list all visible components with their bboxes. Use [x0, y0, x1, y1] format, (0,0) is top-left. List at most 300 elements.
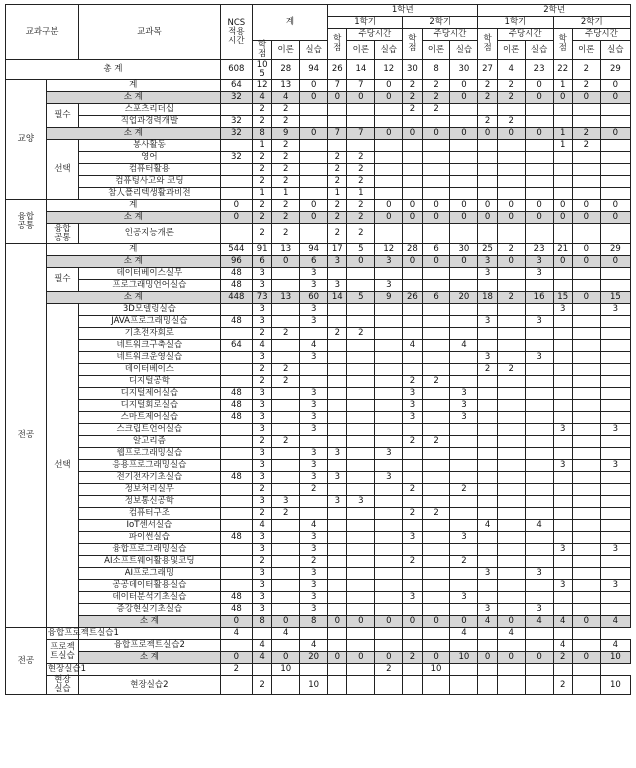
value-cell: 2: [252, 152, 271, 164]
value-cell: 3: [300, 388, 328, 400]
value-cell: [497, 676, 525, 695]
value-cell: [525, 460, 553, 472]
value-cell: [572, 544, 600, 556]
value-cell: 94: [300, 244, 328, 256]
value-cell: 0: [328, 652, 347, 664]
value-cell: 0: [572, 244, 600, 256]
value-cell: 0: [422, 616, 450, 628]
value-cell: 3: [375, 448, 403, 460]
value-cell: [347, 472, 375, 484]
value-cell: 0: [553, 212, 572, 224]
value-cell: 48: [220, 280, 252, 292]
value-cell: [553, 268, 572, 280]
value-cell: 2: [252, 224, 271, 244]
value-cell: [600, 508, 630, 520]
value-cell: [450, 328, 478, 340]
value-cell: [553, 532, 572, 544]
value-cell: 96: [220, 256, 252, 268]
value-cell: [553, 328, 572, 340]
value-cell: 0: [553, 92, 572, 104]
value-cell: [347, 592, 375, 604]
value-cell: 2: [252, 484, 271, 496]
value-cell: 0: [450, 256, 478, 268]
value-cell: 6: [422, 292, 450, 304]
value-cell: [300, 328, 328, 340]
table-row: [6, 532, 631, 544]
value-cell: [572, 116, 600, 128]
subject-name: 융합프로젝트실습1: [47, 628, 119, 638]
table-row: [6, 188, 631, 200]
header-semester: 2학기: [403, 17, 478, 29]
subtotal-label: 소 계: [46, 256, 220, 268]
value-cell: [272, 544, 300, 556]
value-cell: 2: [403, 80, 422, 92]
value-cell: [497, 640, 525, 652]
value-cell: 10: [272, 664, 300, 676]
value-cell: [572, 676, 600, 695]
value-cell: [600, 188, 630, 200]
grand-total-value: 23: [525, 60, 553, 80]
value-cell: 0: [572, 652, 600, 664]
value-cell: 2: [478, 364, 497, 376]
value-cell: [525, 556, 553, 568]
grand-total-value: 8: [422, 60, 450, 80]
value-cell: 0: [525, 128, 553, 140]
value-cell: [272, 592, 300, 604]
value-cell: 0: [220, 200, 252, 212]
value-cell: 3: [450, 400, 478, 412]
value-cell: 0: [347, 616, 375, 628]
subject-name: 정보통신공학: [79, 496, 221, 508]
subject-name: 데이터베이스: [79, 364, 221, 376]
value-cell: [478, 592, 497, 604]
value-cell: 4: [252, 92, 271, 104]
value-cell: [450, 316, 478, 328]
value-cell: 48: [220, 412, 252, 424]
value-cell: [553, 316, 572, 328]
subject-name: 기초전자회로: [79, 328, 221, 340]
value-cell: [450, 436, 478, 448]
value-cell: [220, 508, 252, 520]
value-cell: [403, 164, 422, 176]
value-cell: 2: [252, 364, 271, 376]
value-cell: 20: [300, 652, 328, 664]
value-cell: 0: [600, 212, 630, 224]
value-cell: 4: [220, 628, 252, 640]
value-cell: 64: [220, 80, 252, 92]
value-cell: [478, 436, 497, 448]
value-cell: 0: [272, 616, 300, 628]
value-cell: [347, 140, 375, 152]
value-cell: [478, 448, 497, 460]
value-cell: [572, 532, 600, 544]
value-cell: [572, 508, 600, 520]
value-cell: [553, 388, 572, 400]
value-cell: [422, 224, 450, 244]
value-cell: [478, 628, 497, 640]
value-cell: [450, 116, 478, 128]
table-row: [6, 116, 631, 128]
value-cell: [572, 640, 600, 652]
value-cell: 3: [328, 448, 347, 460]
value-cell: 8: [252, 616, 271, 628]
value-cell: [300, 104, 328, 116]
value-cell: [553, 352, 572, 364]
value-cell: 6: [300, 256, 328, 268]
value-cell: 4: [450, 340, 478, 352]
table-row: [6, 128, 631, 140]
value-cell: [600, 340, 630, 352]
value-cell: 13: [272, 292, 300, 304]
value-cell: [272, 268, 300, 280]
value-cell: 0: [375, 616, 403, 628]
value-cell: 26: [403, 292, 422, 304]
value-cell: 4: [300, 640, 328, 652]
value-cell: 2: [252, 200, 271, 212]
value-cell: [450, 496, 478, 508]
value-cell: [347, 424, 375, 436]
value-cell: [328, 556, 347, 568]
value-cell: [553, 224, 572, 244]
value-cell: [497, 340, 525, 352]
value-cell: [272, 472, 300, 484]
value-cell: 0: [403, 200, 422, 212]
value-cell: [328, 340, 347, 352]
value-cell: 7: [328, 128, 347, 140]
value-cell: 0: [553, 256, 572, 268]
value-cell: 3: [252, 448, 271, 460]
value-cell: [403, 316, 422, 328]
subject-name: AI소프트웨어활용및코딩: [79, 556, 221, 568]
value-cell: 0: [450, 128, 478, 140]
value-cell: 2: [572, 140, 600, 152]
value-cell: [403, 448, 422, 460]
value-cell: 4: [272, 628, 300, 640]
value-cell: [328, 520, 347, 532]
value-cell: [572, 328, 600, 340]
value-cell: [600, 176, 630, 188]
value-cell: [553, 152, 572, 164]
value-cell: [328, 676, 347, 695]
value-cell: [497, 352, 525, 364]
value-cell: 2: [375, 664, 403, 676]
value-cell: [347, 352, 375, 364]
value-cell: 2: [252, 508, 271, 520]
value-cell: 48: [220, 268, 252, 280]
value-cell: 1: [347, 188, 375, 200]
value-cell: 0: [478, 200, 497, 212]
value-cell: 3: [403, 412, 422, 424]
value-cell: [403, 628, 422, 640]
value-cell: [600, 412, 630, 424]
value-cell: [347, 340, 375, 352]
value-cell: 3: [450, 412, 478, 424]
value-cell: [375, 224, 403, 244]
subtotal-label: 소 계: [46, 212, 220, 224]
value-cell: [375, 436, 403, 448]
value-cell: 4: [497, 628, 525, 640]
value-cell: [553, 520, 572, 532]
header-theory: 이론: [572, 41, 600, 60]
grand-total-value: 94: [300, 60, 328, 80]
table-row: [6, 92, 631, 104]
value-cell: [553, 188, 572, 200]
value-cell: [525, 544, 553, 556]
value-cell: 3: [450, 388, 478, 400]
value-cell: [375, 496, 403, 508]
value-cell: 0: [600, 92, 630, 104]
header-theory: 이론: [422, 41, 450, 60]
value-cell: [375, 568, 403, 580]
table-row: [6, 352, 631, 364]
value-cell: 2: [328, 328, 347, 340]
value-cell: 3: [375, 280, 403, 292]
value-cell: [375, 556, 403, 568]
value-cell: [347, 448, 375, 460]
subject-name: 전기전자기초실습: [79, 472, 221, 484]
value-cell: 2: [497, 116, 525, 128]
value-cell: 3: [252, 460, 271, 472]
value-cell: [422, 460, 450, 472]
subject-name: 현장실습1: [47, 664, 87, 674]
value-cell: [220, 496, 252, 508]
value-cell: [422, 628, 450, 640]
value-cell: [572, 224, 600, 244]
value-cell: [375, 176, 403, 188]
value-cell: 2: [450, 484, 478, 496]
value-cell: [525, 188, 553, 200]
value-cell: [422, 140, 450, 152]
table-row: [6, 200, 631, 212]
header-semester: 2학기: [553, 17, 630, 29]
value-cell: [220, 224, 252, 244]
value-cell: 3: [525, 604, 553, 616]
value-cell: 3: [375, 472, 403, 484]
value-cell: [600, 164, 630, 176]
category-liberal: 교양: [6, 80, 47, 200]
value-cell: [272, 412, 300, 424]
value-cell: [525, 496, 553, 508]
value-cell: [450, 664, 478, 676]
value-cell: 0: [572, 256, 600, 268]
value-cell: 6: [252, 256, 271, 268]
value-cell: 2: [272, 140, 300, 152]
value-cell: 0: [403, 256, 422, 268]
value-cell: [600, 268, 630, 280]
value-cell: [422, 544, 450, 556]
header-category: 교과구분: [6, 5, 79, 60]
value-cell: [450, 460, 478, 472]
value-cell: [403, 116, 422, 128]
value-cell: [497, 664, 525, 676]
value-cell: [497, 436, 525, 448]
value-cell: [553, 280, 572, 292]
value-cell: [450, 676, 478, 695]
value-cell: 0: [600, 128, 630, 140]
category-major: 전공: [6, 628, 47, 695]
value-cell: [272, 484, 300, 496]
value-cell: 2: [422, 80, 450, 92]
value-cell: 2: [252, 436, 271, 448]
value-cell: [300, 188, 328, 200]
value-cell: [478, 152, 497, 164]
value-cell: [553, 508, 572, 520]
table-row: [6, 152, 631, 164]
value-cell: [328, 412, 347, 424]
value-cell: [300, 376, 328, 388]
value-cell: [272, 280, 300, 292]
value-cell: 4: [252, 652, 271, 664]
value-cell: 2: [300, 556, 328, 568]
value-cell: [553, 436, 572, 448]
value-cell: [450, 140, 478, 152]
value-cell: [600, 532, 630, 544]
value-cell: [572, 268, 600, 280]
value-cell: 48: [220, 316, 252, 328]
grand-total-value: 22: [553, 60, 572, 80]
value-cell: [272, 316, 300, 328]
value-cell: [220, 140, 252, 152]
subgroup-field: 현장 실습: [46, 676, 78, 695]
value-cell: 2: [272, 104, 300, 116]
value-cell: [403, 268, 422, 280]
value-cell: 2: [300, 484, 328, 496]
value-cell: 3: [328, 280, 347, 292]
value-cell: [572, 484, 600, 496]
table-row: [6, 5, 631, 17]
subject-name: 융합프로그래밍실습: [79, 544, 221, 556]
value-cell: 2: [328, 176, 347, 188]
value-cell: [220, 448, 252, 460]
value-cell: [375, 164, 403, 176]
value-cell: 3: [300, 460, 328, 472]
header-weekly: 주당시간: [497, 29, 553, 41]
value-cell: [347, 316, 375, 328]
value-cell: 2: [497, 244, 525, 256]
value-cell: 0: [525, 80, 553, 92]
value-cell: [572, 424, 600, 436]
value-cell: 1: [553, 128, 572, 140]
value-cell: [450, 424, 478, 436]
value-cell: [572, 436, 600, 448]
subject-name: 스포츠리더십: [79, 104, 221, 116]
value-cell: [403, 224, 422, 244]
value-cell: [375, 140, 403, 152]
value-cell: [403, 568, 422, 580]
value-cell: [328, 268, 347, 280]
value-cell: [450, 508, 478, 520]
value-cell: [553, 364, 572, 376]
value-cell: [478, 412, 497, 424]
grand-total-value: 26: [328, 60, 347, 80]
value-cell: 3: [553, 580, 572, 592]
value-cell: [497, 400, 525, 412]
value-cell: [403, 676, 422, 695]
grand-total-value: 30: [450, 60, 478, 80]
value-cell: 2: [272, 212, 300, 224]
value-cell: 64: [220, 340, 252, 352]
value-cell: 0: [375, 200, 403, 212]
value-cell: 4: [450, 628, 478, 640]
value-cell: 4: [478, 616, 497, 628]
value-cell: 10: [600, 652, 630, 664]
subject-name: AI프로그래밍: [79, 568, 221, 580]
value-cell: 3: [252, 412, 271, 424]
value-cell: [572, 364, 600, 376]
value-cell: [525, 424, 553, 436]
value-cell: [450, 448, 478, 460]
value-cell: [450, 164, 478, 176]
value-cell: 3: [300, 580, 328, 592]
value-cell: 0: [422, 200, 450, 212]
value-cell: 2: [572, 80, 600, 92]
table-row: [6, 508, 631, 520]
value-cell: 18: [478, 292, 497, 304]
value-cell: 0: [422, 128, 450, 140]
value-cell: [572, 188, 600, 200]
value-cell: [328, 544, 347, 556]
value-cell: [525, 664, 553, 676]
value-cell: 3: [252, 424, 271, 436]
value-cell: [328, 508, 347, 520]
value-cell: [422, 340, 450, 352]
value-cell: 4: [272, 92, 300, 104]
value-cell: [572, 628, 600, 640]
table-row: [6, 676, 631, 695]
value-cell: 2: [252, 176, 271, 188]
value-cell: 2: [272, 508, 300, 520]
value-cell: 2: [478, 116, 497, 128]
table-row: [6, 268, 631, 280]
value-cell: [375, 592, 403, 604]
value-cell: 2: [497, 80, 525, 92]
subject-name: 인공지능개론: [79, 224, 221, 244]
value-cell: [572, 316, 600, 328]
header-semester: 1학기: [478, 17, 553, 29]
value-cell: [328, 364, 347, 376]
table-row: [6, 640, 631, 652]
value-cell: 3: [300, 604, 328, 616]
value-cell: [478, 664, 497, 676]
value-cell: 3: [525, 352, 553, 364]
value-cell: [272, 340, 300, 352]
value-cell: [497, 520, 525, 532]
value-cell: [375, 268, 403, 280]
value-cell: [497, 280, 525, 292]
value-cell: 4: [553, 616, 572, 628]
value-cell: [553, 176, 572, 188]
value-cell: [375, 340, 403, 352]
value-cell: 15: [600, 292, 630, 304]
header-credit: 학 점: [328, 29, 347, 60]
value-cell: 2: [553, 676, 572, 695]
table-row: [6, 340, 631, 352]
value-cell: [450, 364, 478, 376]
value-cell: [347, 556, 375, 568]
value-cell: [272, 556, 300, 568]
value-cell: [478, 424, 497, 436]
value-cell: 0: [300, 80, 328, 92]
value-cell: [553, 628, 572, 640]
value-cell: 13: [272, 80, 300, 92]
value-cell: [525, 176, 553, 188]
value-cell: 1: [252, 188, 271, 200]
value-cell: [328, 436, 347, 448]
value-cell: 3: [525, 256, 553, 268]
value-cell: [600, 376, 630, 388]
value-cell: [525, 508, 553, 520]
value-cell: [422, 556, 450, 568]
